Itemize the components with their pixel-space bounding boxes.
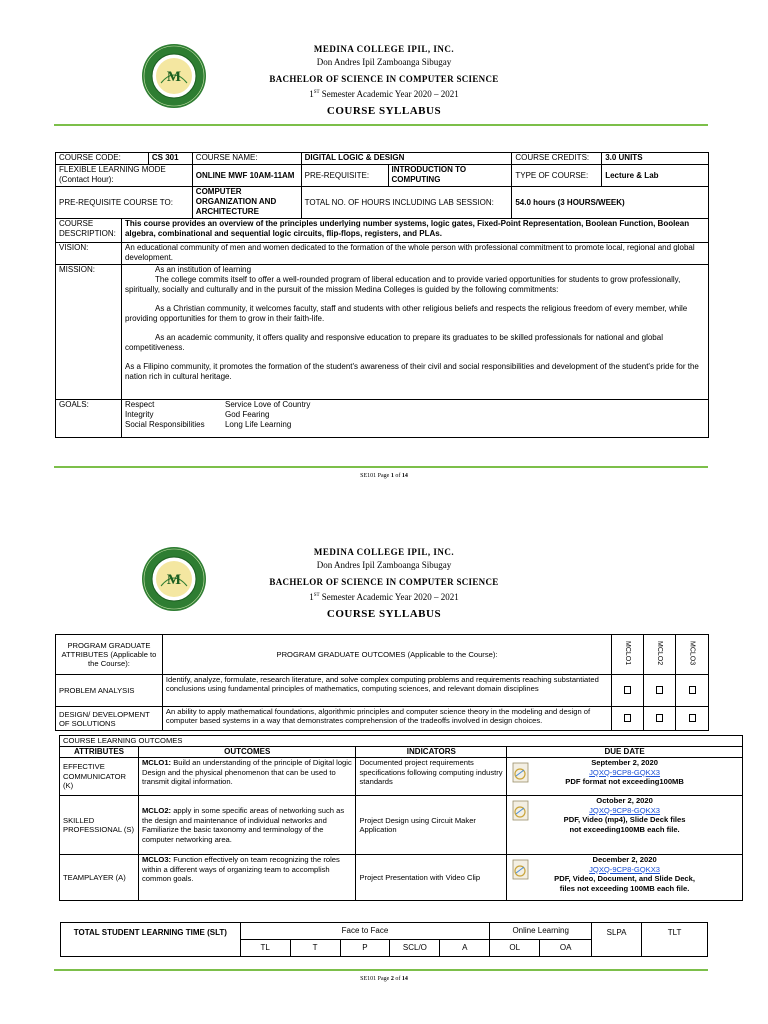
program-name: BACHELOR OF SCIENCE IN COMPUTER SCIENCE xyxy=(269,577,499,587)
goals-label: GOALS: xyxy=(56,400,122,438)
goal-item: Social Responsibilities xyxy=(124,420,205,429)
vision-value: An educational community of men and women dedicated to the formation of the whole person with professional commitment to promote local, regional and global development. xyxy=(121,243,708,265)
page-footer: SE101 Page 2 of 14 xyxy=(360,976,408,982)
clo-header-attributes: ATTRIBUTES xyxy=(60,747,139,758)
credits-value: 3.0 UNITS xyxy=(602,153,709,165)
clo-attribute: EFFECTIVE COMMUNICATOR (K) xyxy=(60,758,139,796)
page-header xyxy=(0,43,768,118)
clo-indicator: Documented project requirements specifications following computing industry standards xyxy=(356,758,507,796)
mission-p2: The college commits itself to offer a well-rounded program of liberal education and to provide varied opportunities for students to grow professionally, spiritually, socially and culturally and in the pursuit of the mission Medina Colleges is guided by the following commitments: xyxy=(124,275,681,294)
header-divider xyxy=(54,124,708,126)
clo-header-due-date: DUE DATE xyxy=(507,747,743,758)
clo-indicator: Project Presentation with Video Clip xyxy=(356,855,507,901)
mclo-checkbox[interactable] xyxy=(676,675,709,707)
course-learning-outcomes-table xyxy=(59,735,743,901)
program-name: BACHELOR OF SCIENCE IN COMPUTER SCIENCE xyxy=(269,74,499,84)
course-info-table xyxy=(55,152,709,438)
mclo-checkbox[interactable] xyxy=(644,675,676,707)
slt-col-p: P xyxy=(340,940,390,957)
pgo-outcomes-header: PROGRAM GRADUATE OUTCOMES (Applicable to the Course): xyxy=(162,635,611,675)
clo-attribute: SKILLED PROFESSIONAL (S) xyxy=(60,796,139,855)
logo-letter: M xyxy=(166,572,182,588)
school-address: Don Andres Ipil Zamboanga Sibugay xyxy=(316,57,452,67)
due-date: December 2, 2020 xyxy=(592,855,657,864)
mclo-checkbox[interactable] xyxy=(612,707,644,731)
pgo-outcome: An ability to apply mathematical foundations, algorithmic principles and computer science theory in the modeling and design of computer based systems in a way that demonstrates comprehension of the tradeoffs involved in design choices. xyxy=(162,707,611,731)
class-code-link[interactable]: JQXQ-9CP8-GQKX3 xyxy=(589,805,661,815)
description-label: COURSE DESCRIPTION: xyxy=(56,219,122,243)
page-title: COURSE SYLLABUS xyxy=(326,105,442,117)
clo-header-indicators: INDICATORS xyxy=(356,747,507,758)
mission-p1: As an institution of learning xyxy=(154,265,252,274)
due-date: October 2, 2020 xyxy=(596,796,653,805)
prereq-label: PRE-REQUISITE: xyxy=(301,165,388,187)
page-title: COURSE SYLLABUS xyxy=(326,608,442,620)
footer-divider xyxy=(54,969,708,971)
class-code-link[interactable]: JQXQ-9CP8-GQKX3 xyxy=(589,864,661,874)
page-header xyxy=(0,546,768,621)
footer-divider xyxy=(54,466,708,468)
document-icon xyxy=(511,762,531,784)
clo-header-outcomes: OUTCOMES xyxy=(138,747,356,758)
mission-p4: As an academic community, it offers quality and responsive education to prepare its graduates to be skilled professionals for national and global competitiveness. xyxy=(124,333,663,352)
clo-due-date xyxy=(507,758,743,796)
total-hours-label: TOTAL NO. OF HOURS INCLUDING LAB SESSION: xyxy=(301,187,512,219)
goal-item: Respect xyxy=(124,400,155,409)
clo-attribute: TEAMPLAYER (A) xyxy=(60,855,139,901)
clo-due-date xyxy=(507,796,743,855)
slt-col-a: A xyxy=(440,940,490,957)
course-name: DIGITAL LOGIC & DESIGN xyxy=(301,153,512,165)
submission-note: PDF, Video (mp4), Slide Deck files not exceeding100MB each file. xyxy=(563,815,686,834)
mission-p3: As a Christian community, it welcomes faculty, staff and students with other religious beliefs and respects the religious freedom of every member, while providing opportunities for them to grow in their faith-life. xyxy=(124,304,688,323)
submission-note: PDF, Video, Document, and Slide Deck, files not exceeding 100MB each file. xyxy=(554,874,695,893)
clo-indicator: Project Design using Circuit Maker Application xyxy=(356,796,507,855)
mission-value xyxy=(121,265,708,400)
goal-item: Service Love of Country xyxy=(224,400,311,409)
clo-outcome: MCLO2: apply in some specific areas of networking such as the design and maintenance of individual networks and Familiarize the basic taxonomy and terminology of the computer networking area. xyxy=(138,796,356,855)
prereq-to-label: PRE-REQUISITE COURSE TO: xyxy=(56,187,193,219)
school-name: MEDINA COLLEGE IPIL, INC. xyxy=(313,44,455,54)
clo-outcome: MCLO3: Function effectively on team recognizing the roles within a different ways of organizing team to accomplish common goals. xyxy=(138,855,356,901)
clo-due-date xyxy=(507,855,743,901)
page-footer: SE101 Page 1 of 14 xyxy=(360,473,408,479)
description-value: This course provides an overview of the principles underlying number systems, logic gates, Fixed-Point Representation, Boolean Function, Boolean algebra, combinational and sequential logic circuits, flip-flops, registers, and PLAs. xyxy=(121,219,708,243)
mission-label: MISSION: xyxy=(56,265,122,400)
prereq-value: INTRODUCTION TO COMPUTING xyxy=(388,165,512,187)
slt-col-oa: OA xyxy=(540,940,592,957)
goal-item: Integrity xyxy=(124,410,154,419)
course-code: CS 301 xyxy=(148,153,192,165)
semester-line: 1ST Semester Academic Year 2020 – 2021 xyxy=(309,89,459,99)
mclo-checkbox[interactable] xyxy=(676,707,709,731)
slt-face-to-face: Face to Face xyxy=(240,923,490,940)
pgo-attribute: DESIGN/ DEVELOPMENT OF SOLUTIONS xyxy=(56,707,163,731)
mclo2-header: MCLO2 xyxy=(644,635,676,675)
student-learning-time-table xyxy=(60,922,708,957)
logo-letter: M xyxy=(166,69,182,85)
mission-p5: As a Filipino community, it promotes the formation of the student's awareness of their civil and social responsibilities and development of the student's pride for the nation rich in cultural heritage. xyxy=(124,362,699,381)
slt-online-learning: Online Learning xyxy=(490,923,592,940)
due-date: September 2, 2020 xyxy=(591,758,658,767)
school-address: Don Andres Ipil Zamboanga Sibugay xyxy=(316,560,452,570)
clo-row xyxy=(60,796,743,855)
slt-col-ol: OL xyxy=(490,940,540,957)
prereq-to-value: COMPUTER ORGANIZATION AND ARCHITECTURE xyxy=(192,187,301,219)
credits-label: COURSE CREDITS: xyxy=(512,153,602,165)
slt-slpa: SLPA xyxy=(592,923,642,957)
clo-row xyxy=(60,758,743,796)
document-icon xyxy=(511,800,531,822)
slt-col-tl: TL xyxy=(240,940,290,957)
course-type-value: Lecture & Lab xyxy=(602,165,709,187)
vision-label: VISION: xyxy=(56,243,122,265)
slt-col-sclo: SCL/O xyxy=(390,940,440,957)
course-code-label: COURSE CODE: xyxy=(56,153,149,165)
slt-col-t: T xyxy=(290,940,340,957)
class-code-link[interactable]: JQXQ-9CP8-GQKX3 xyxy=(589,767,661,777)
school-name: MEDINA COLLEGE IPIL, INC. xyxy=(313,547,455,557)
mclo-checkbox[interactable] xyxy=(612,675,644,707)
slt-tlt: TLT xyxy=(642,923,708,957)
syllabus-page-1 xyxy=(0,0,768,500)
clo-section-title: COURSE LEARNING OUTCOMES xyxy=(60,736,743,747)
pgo-attribute: PROBLEM ANALYSIS xyxy=(56,675,163,707)
course-name-label: COURSE NAME: xyxy=(192,153,301,165)
mclo3-header: MCLO3 xyxy=(676,635,709,675)
course-type-label: TYPE OF COURSE: xyxy=(512,165,602,187)
semester-line: 1ST Semester Academic Year 2020 – 2021 xyxy=(309,592,459,602)
goals-list xyxy=(121,400,708,438)
goal-item: God Fearing xyxy=(224,410,270,419)
mclo-checkbox[interactable] xyxy=(644,707,676,731)
total-hours-value: 54.0 hours (3 HOURS/WEEK) xyxy=(512,187,709,219)
program-outcomes-table xyxy=(55,634,709,731)
mclo1-header: MCLO1 xyxy=(612,635,644,675)
pgo-outcome: Identify, analyze, formulate, research literature, and solve complex computing problems and requirements reaching substantiated conclusions using fundamental principles of mathematics, computing sciences, and relevant domain disciplines xyxy=(162,675,611,707)
submission-note: PDF format not exceeding100MB xyxy=(565,777,684,786)
clo-row xyxy=(60,855,743,901)
pgo-attr-header: PROGRAM GRADUATE ATTRIBUTES (Applicable to the Course): xyxy=(56,635,163,675)
slt-label: TOTAL STUDENT LEARNING TIME (SLT) xyxy=(61,923,241,957)
flex-mode-label: FLEXIBLE LEARNING MODE (Contact Hour): xyxy=(56,165,193,187)
goal-item: Long Life Learning xyxy=(224,420,292,429)
document-icon xyxy=(511,859,531,881)
flex-mode-value: ONLINE MWF 10AM-11AM xyxy=(192,165,301,187)
clo-outcome: MCLO1: Build an understanding of the principle of Digital logic Design and the physical phenomenon that can be used to transmit digital information. xyxy=(138,758,356,796)
